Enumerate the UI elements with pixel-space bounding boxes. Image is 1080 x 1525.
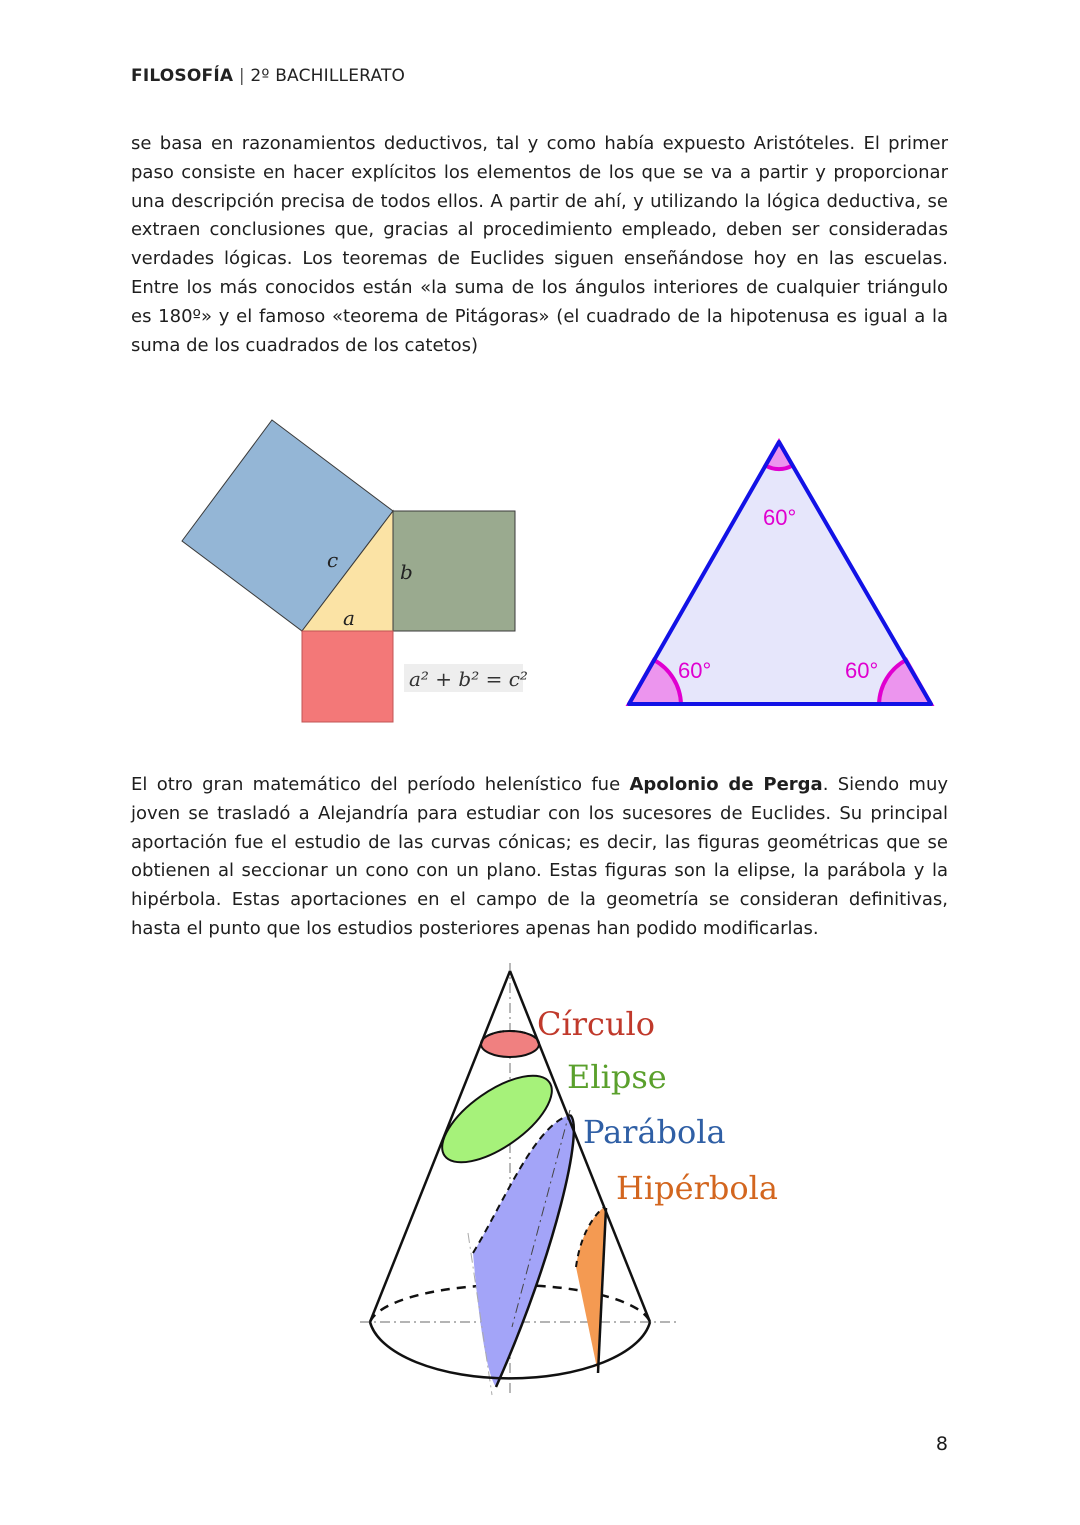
- angle-right-label: 60°: [845, 658, 879, 683]
- hyperbola-label: Hipérbola: [616, 1169, 778, 1207]
- label-c: c: [327, 548, 339, 572]
- label-a: a: [343, 606, 355, 630]
- header-subject: FILOSOFÍA: [131, 66, 234, 86]
- apolonio-name: Apolonio de Perga: [629, 774, 823, 795]
- label-b: b: [400, 560, 413, 584]
- circle-label: Círculo: [537, 1005, 656, 1043]
- equilateral-triangle-figure: [620, 430, 940, 715]
- parabola-label: Parábola: [583, 1113, 726, 1151]
- header-separator: |: [233, 66, 251, 86]
- paragraph-apolonio-start: El otro gran matemático del período helenístico fue: [131, 774, 630, 795]
- header-course: 2º BACHILLERATO: [250, 66, 406, 86]
- page-header: [131, 66, 405, 86]
- angle-top-label: 60°: [763, 505, 797, 530]
- page-number: 8: [935, 1433, 948, 1455]
- angle-left-label: 60°: [678, 658, 712, 683]
- paragraph-apolonio-rest: . Siendo muy joven se trasladó a Alejandría para estudiar con los sucesores de Euclides. Su principal aportación fue el estudio de las curvas cónicas; es decir, las figuras geométricas que se obtienen al seccionar un cono con un plano. Estas figuras son la elipse, la parábola y la hipérbola. Estas aportaciones en el campo de la geometría se consideran definitivas, hasta el punto que los estudios posteriores apenas han podido modificarlas.: [131, 774, 949, 939]
- conic-sections-figure: [340, 955, 800, 1405]
- paragraph-apolonio: [131, 771, 948, 944]
- paragraph-euclid: se basa en razonamientos deductivos, tal y como había expuesto Aristóteles. El primer paso consiste en hacer explícitos los elementos de los que se va a partir y proporcionar una descripción precisa de todos ellos. A partir de ahí, y utilizando la lógica deductiva, se extraen conclusiones que, gracias al procedimiento empleado, deben ser consideradas verdades lógicas. Los teoremas de Euclides siguen enseñándose hoy en las escuelas. Entre los más conocidos están «la suma de los ángulos interiores de cualquier triángulo es 180º» y el famoso «teorema de Pitágoras» (el cuadrado de la hipotenusa es igual a la suma de los cuadrados de los catetos): [131, 133, 948, 356]
- pythagoras-figure: [175, 415, 530, 727]
- triangle-body: [629, 442, 931, 704]
- leg-a-square: [302, 631, 393, 722]
- pythagoras-formula: a² + b² = c²: [409, 667, 528, 691]
- ellipse-label: Elipse: [567, 1058, 667, 1096]
